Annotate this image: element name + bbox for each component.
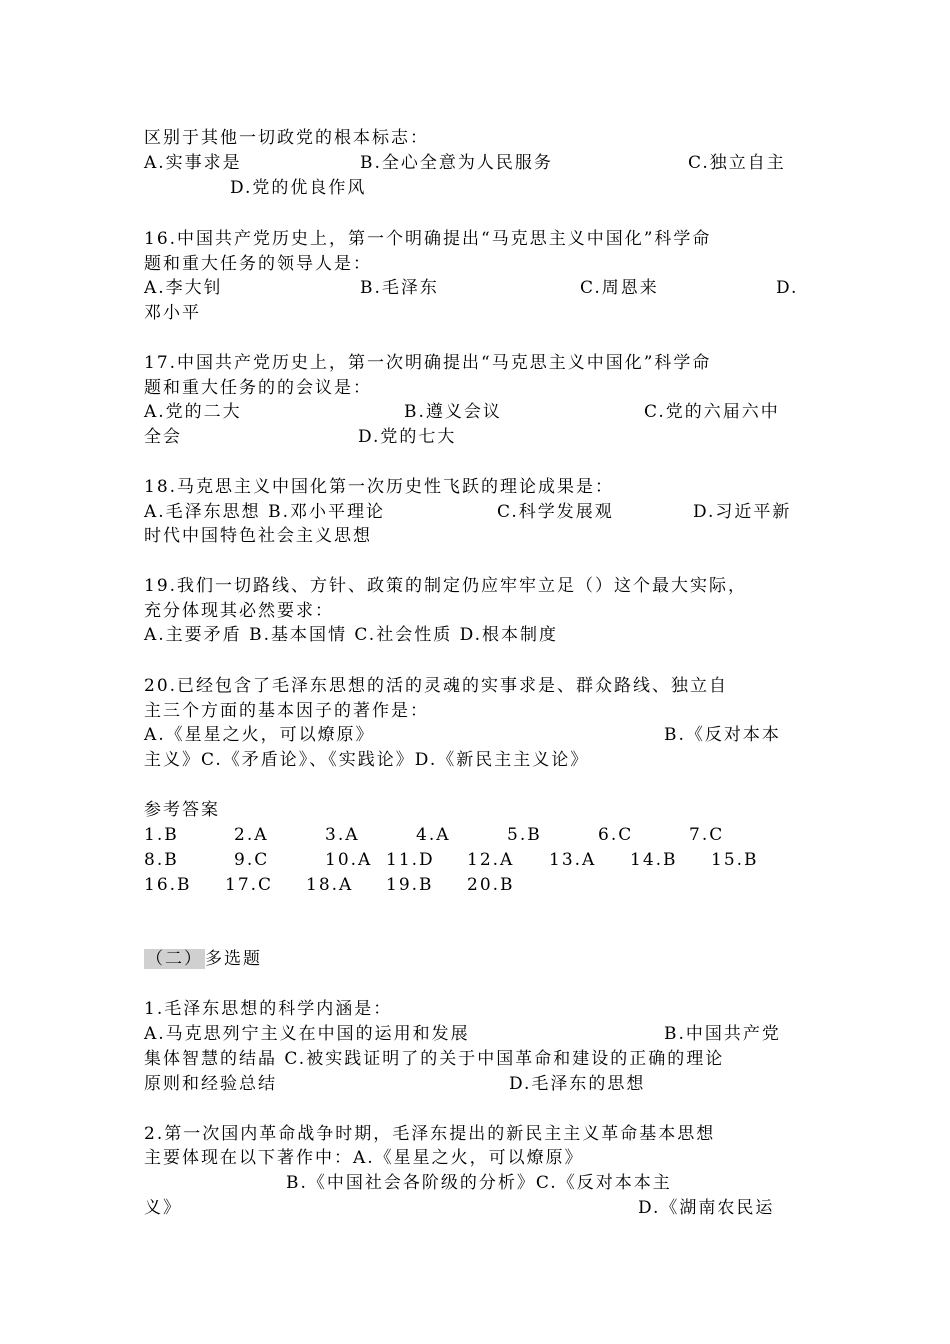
m1-options-cont: 集体智慧的结晶 C.被实践证明了的关于中国革命和建设的正确的理论 [144, 1049, 725, 1069]
q17-stem-line2: 题和重大任务的的会议是： [144, 378, 372, 398]
q15-option-a: A.实事求是 [144, 153, 242, 173]
m2-stem-line1: 2.第一次国内革命战争时期，毛泽东提出的新民主主义革命基本思想 [144, 1124, 716, 1144]
section-heading [144, 947, 262, 971]
answer-item: 11.D [386, 850, 435, 870]
q20-stem-line1: 20.已经包含了毛泽东思想的活的灵魂的实事求是、群众路线、独立自 [144, 676, 729, 696]
answer-item: 8.B [144, 850, 179, 870]
m1-option-b: B.中国共产党 [664, 1024, 781, 1044]
answer-item: 7.C [689, 825, 725, 845]
answer-item: 5.B [507, 825, 542, 845]
q17-option-c-cont: 全会 [144, 427, 182, 447]
q20-stem-line2: 主三个方面的基本因子的著作是： [144, 701, 429, 721]
q18-option-d-cont: 时代中国特色社会主义思想 [144, 526, 372, 546]
q18-stem: 18.马克思主义中国化第一次历史性飞跃的理论成果是： [144, 477, 615, 497]
q15-option-d: D.党的优良作风 [230, 178, 367, 198]
answer-item: 9.C [234, 850, 270, 870]
q18-option-d: D.习近平新 [693, 502, 792, 522]
q17-option-c: C.党的六届六中 [644, 402, 780, 422]
answer-item: 20.B [467, 875, 515, 895]
answers-title: 参考答案 [144, 800, 220, 820]
q16-stem-line1: 16.中国共产党历史上，第一个明确提出“马克思主义中国化”科学命 [144, 229, 712, 249]
q16-option-a: A.李大钊 [144, 278, 223, 298]
q17-option-b: B.遵义会议 [404, 402, 502, 422]
q17-option-d: D.党的七大 [358, 427, 457, 447]
answer-item: 19.B [386, 875, 434, 895]
q19-stem-line2: 充分体现其必然要求： [144, 601, 334, 621]
m2-stem-line2: 主要体现在以下著作中：A.《星星之火，可以燎原》 [144, 1148, 584, 1168]
answer-item: 16.B [144, 875, 192, 895]
answer-item: 4.A [416, 825, 451, 845]
q19-stem-line1: 19.我们一切路线、方针、政策的制定仍应牢牢立足（）这个最大实际， [144, 576, 748, 596]
q20-option-b: B.《反对本本 [664, 725, 781, 745]
answer-item: 2.A [234, 825, 269, 845]
answer-item: 1.B [144, 825, 179, 845]
answer-item: 15.B [711, 850, 759, 870]
m2-option-c-cont: 义》 [144, 1198, 182, 1218]
q16-option-b: B.毛泽东 [360, 278, 439, 298]
answer-item: 12.A [467, 850, 515, 870]
q20-option-a: A.《星星之火，可以燎原》 [144, 725, 375, 745]
q15-stem: 区别于其他一切政党的根本标志： [144, 128, 429, 148]
q17-stem-line1: 17.中国共产党历史上，第一次明确提出“马克思主义中国化”科学命 [144, 353, 712, 373]
q16-option-d-cont: 邓小平 [144, 303, 201, 323]
q16-stem-line2: 题和重大任务的领导人是： [144, 254, 372, 274]
answer-item: 13.A [549, 850, 597, 870]
m2-option-d: D.《湖南农民运 [638, 1198, 775, 1218]
answer-item: 18.A [306, 875, 354, 895]
q20-options-cont: 主义》C.《矛盾论》、《实践论》D.《新民主主义论》 [144, 750, 590, 770]
m2-options-line: B.《中国社会各阶级的分析》C.《反对本本主 [286, 1173, 672, 1193]
q19-options: A.主要矛盾 B.基本国情 C.社会性质 D.根本制度 [144, 625, 559, 645]
q18-option-c: C.科学发展观 [497, 502, 614, 522]
m1-option-a: A.马克思列宁主义在中国的运用和发展 [144, 1024, 470, 1044]
q16-option-d: D. [776, 278, 799, 298]
m1-stem: 1.毛泽东思想的科学内涵是： [144, 999, 393, 1019]
answer-item: 3.A [325, 825, 360, 845]
q16-option-c: C.周恩来 [580, 278, 659, 298]
q18-options-ab: A.毛泽东思想 B.邓小平理论 [144, 502, 385, 522]
answer-item: 6.C [598, 825, 634, 845]
answer-item: 14.B [630, 850, 678, 870]
q15-option-b: B.全心全意为人民服务 [360, 153, 553, 173]
answer-item: 10.A [325, 850, 373, 870]
m1-option-d: D.毛泽东的思想 [509, 1074, 646, 1094]
section-marker: （二） [146, 949, 203, 969]
q17-option-a: A.党的二大 [144, 402, 242, 422]
section-title: 多选题 [205, 949, 262, 969]
m1-option-c-cont: 原则和经验总结 [144, 1074, 277, 1094]
q15-option-c: C.独立自主 [688, 153, 786, 173]
answer-item: 17.C [225, 875, 274, 895]
